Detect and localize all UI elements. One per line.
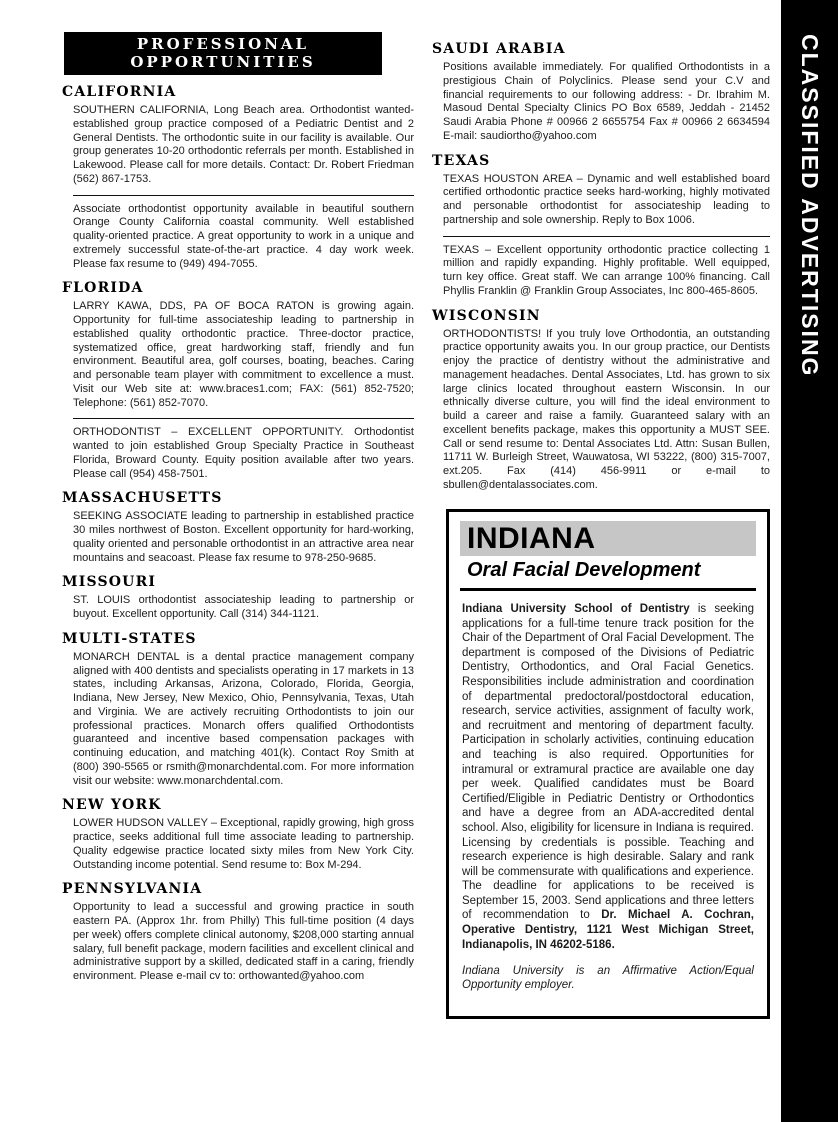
section-title-saudi-arabia: SAUDI ARABIA <box>432 41 566 57</box>
classified-ad: SOUTHERN CALIFORNIA, Long Beach area. Orthodontist wanted-established group practice composed of a Pediatric Dentist and 2 General Dentists. The orthodontic suite in our facility is available. Our group generates 10-20 orthodontic referrals per month. Established in Lakewood. Please call for more details. Contact: Dr. Robert Friedman (562) 867-1753. <box>73 104 414 185</box>
indiana-body-contact: Dr. Michael A. Cochran, Operative Dentistry, 1121 West Michigan Street, Indianapolis, IN 46202-5186. <box>462 909 754 951</box>
indiana-eeo-statement: Indiana University is an Affirmative Action/Equal Opportunity employer. <box>462 964 754 992</box>
indiana-ad-body <box>460 602 756 952</box>
classified-ad: ORTHODONTIST – EXCELLENT OPPORTUNITY. Orthodontist wanted to join established Group Specialty Practice in Southeast Florida, Broward County. Equity position available after two years. Please call (954) 458-7501. <box>73 426 414 480</box>
classified-ad: Positions available immediately. For qualified Orthodontists in a prestigious Chain of Polyclinics. Please send your C.V and financial requirements to our following address: - Dr. Ibrahim M. Masoud Dental Specialty Clinics PO Box 6589, Jeddah - 21452 Saudi Arabia Phone # 00966 2 6655754 Fax # 00966 2 6634594 E-mail: saudiortho@yahoo.com <box>443 61 770 142</box>
section-title-texas: TEXAS <box>432 152 491 169</box>
section-new-york <box>62 797 414 872</box>
indiana-title-bar <box>460 521 756 556</box>
section-pennsylvania <box>62 881 414 984</box>
ad-divider <box>73 195 414 196</box>
classified-ad: ORTHODONTISTS! If you truly love Orthodontia, an outstanding practice opportunity awaits you. In our group practice, our Dentists enjoy the practice of dentistry without the administrative and management headaches. Dental Associates, Ltd. has grown to six large clinics located throughout eastern Wisconsin. In our ethnically diverse culture, you will find the ideal environment to build a career and raise a family. Guaranteed salary with an excellent benefits package, makes this opportunity a MUST SEE. Call or send resume to: Dental Associates Ltd. Attn: Susan Bullen, 11711 W. Burleigh Street, Wauwatosa, WI 53222, (800) 315-7007, ext.205. Fax (414) 456-9911 or e-mail to sbullen@dentalassociates.com. <box>443 327 770 491</box>
classified-ad: MONARCH DENTAL is a dental practice management company aligned with 400 dentists and specialists operating in 17 markets in 13 states, including Arkansas, Arizona, Colorado, Florida, Georgia, Indiana, New Jersey, New Mexico, Ohio, Pennsylvania, Texas, Utah and Virginia. We are actively recruiting Orthodontists to join our professional practices. Monarch offers qualified Orthodontists guaranteed and incentive based compensation packages with continuing education, and matching 401(k). Contact Roy Smith at (800) 390-5565 or rsmith@monarchdental.com. For more information visit our website: www.monarchdental.com. <box>73 650 414 787</box>
section-title-massachusetts: MASSACHUSETTS <box>62 490 223 507</box>
indiana-body-main: is seeking applications for a full-time tenure track position for the Chair of the Department of Oral Facial Development. The department is composed of the Divisions of Pediatric Dentistry, Orthodontics, and Oral Facial Genetics. Responsibilities include administration and coordination of departmental predoctoral/postdoctoral education, research, service activities, assignment of faculty work, and recruitment and mentoring of department faculty. Participation in scholarly activities, continuing education and teaching is also required. Opportunities for intramural or extramural practice are available one day per week. Qualified candidates must be Board Certified/Eligible in Pediatric Dentistry or Orthodontics and have a degree from an ADA-accredited dental school. Also, eligibility for licensure in Indiana is required. Licensing by credentials is possible. Teaching and research experience is high desirable. Salary and rank will be commensurate with qualifications and experience. The deadline for applications to be received is September 15, 2003. Send applications and three letters of recommendation to <box>462 603 754 922</box>
page-content <box>62 32 770 1019</box>
section-title-pennsylvania: PENNSYLVANIA <box>62 881 203 898</box>
ad-divider <box>443 236 770 237</box>
classified-ad: Opportunity to lead a successful and growing practice in south eastern PA. (Approx 1hr. from Philly) This full-time position (4 days per week) offers complete clinical autonomy, $208,000 starting annual salary, full benefit package, modern facilities and excellent clinical and administrative support by a skilled, dedicated staff in a caring, friendly environment. Please e-mail cv to: orthowanted@yahoo.com <box>73 901 414 982</box>
section-title-florida: FLORIDA <box>62 280 144 297</box>
section-florida <box>62 280 414 481</box>
classified-ad: TEXAS – Excellent opportunity orthodontic practice collecting 1 million and rapidly expanding. Highly profitable. Well equipped, turn key office. Great staff. We can arrange 100% financing. Call Phyllis Franklin @ Franklin Group Associates, Inc 800-465-8605. <box>443 243 770 297</box>
classified-advertising-banner <box>781 0 838 1122</box>
section-multi-states <box>62 631 414 789</box>
indiana-body-lead: Indiana University School of Dentistry <box>462 603 690 615</box>
indiana-state-title: INDIANA <box>467 521 596 555</box>
classified-advertising-label: CLASSIFIED ADVERTISING <box>797 34 823 378</box>
classified-ad: LARRY KAWA, DDS, PA OF BOCA RATON is growing again. Opportunity for full-time associateship leading to partnership in established quality orthodontic practice. Three-doctor practice, systematized office, great hardworking staff, friendly and fun environment. Beautiful area, golf courses, boating, beaches. Caring and personable team player with commitment to excellence a must. Visit our Web site at: www.braces1.com; FAX: (561) 852-7520; Telephone: (561) 852-7070. <box>73 300 414 409</box>
indiana-display-ad <box>446 509 770 1020</box>
classified-ad: Associate orthodontist opportunity available in beautiful southern Orange County California coastal community. Well established quality-oriented practice. A great opportunity to work in a unique and extremely successful state-of-the-art practice. 4 day work week. Please fax resume to (949) 494-7055. <box>73 202 414 270</box>
right-column <box>432 32 770 1019</box>
section-title-missouri: MISSOURI <box>62 574 157 591</box>
ad-divider <box>73 418 414 419</box>
section-title-wisconsin: WISCONSIN <box>432 307 541 324</box>
section-title-multi-states: MULTI-STATES <box>62 630 197 647</box>
section-title-california: CALIFORNIA <box>62 84 177 100</box>
classified-ad: SEEKING ASSOCIATE leading to partnership in established practice 30 miles northwest of Boston. Excellent opportunity for hard-working, quality oriented and personable orthodontist in an attractive area near mountains and seacoast. Please fax resume to 978-250-9685. <box>73 510 414 564</box>
indiana-subtitle: Oral Facial Development <box>460 556 756 591</box>
section-texas <box>432 153 770 299</box>
section-massachusetts <box>62 490 414 565</box>
section-wisconsin <box>432 308 770 493</box>
section-california <box>62 84 414 271</box>
classified-ad: ST. LOUIS orthodontist associateship leading to partnership or buyout. Excellent opportunity. Call (314) 344-1121. <box>73 594 414 620</box>
left-column <box>62 32 414 1019</box>
section-title-new-york: NEW YORK <box>62 797 162 814</box>
professional-opportunities-header: PROFESSIONAL OPPORTUNITIES <box>64 32 382 75</box>
classified-ad: TEXAS HOUSTON AREA – Dynamic and well established board certified orthodontic practice seeks hard-working, highly motivated and personable orthodontist for associateship leading to partnership and sole ownership. Reply to Box 1006. <box>443 172 770 226</box>
section-saudi-arabia <box>432 41 770 144</box>
classified-ad: LOWER HUDSON VALLEY – Exceptional, rapidly growing, high gross practice, seeks additional full time associate leading to partnership. Quality edgewise practice located sixty miles from New York City. Outstanding income potential. Send resume to: Box M-294. <box>73 817 414 871</box>
section-missouri <box>62 574 414 622</box>
